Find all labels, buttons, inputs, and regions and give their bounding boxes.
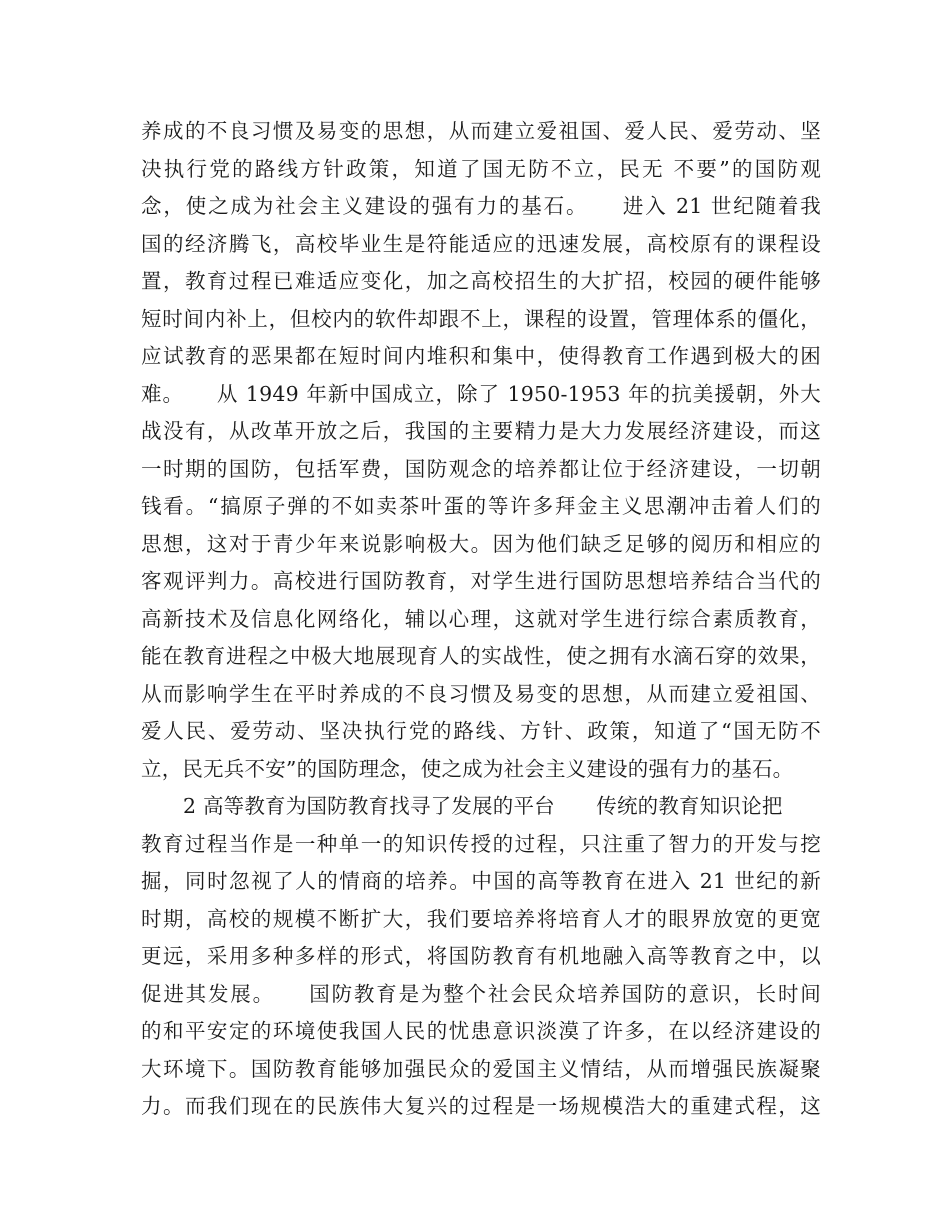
- text-line: 国的经济腾飞，高校毕业生是符能适应的迅速发展，高校原有的课程设: [141, 231, 821, 256]
- text-line: 置，教育过程已难适应变化，加之高校招生的大扩招，校园的硬件能够: [141, 269, 821, 293]
- text-line: 思想，这对于青少年来说影响极大。因为他们缺乏足够的阅历和相应的: [141, 531, 821, 556]
- text-line: 促进其发展。 国防教育是为整个社会民众培养国防的意识，长时间: [141, 981, 821, 1006]
- text-line: 立，民无兵不安”的国防理念，使之成为社会主义建设的强有力的基石。: [141, 756, 794, 781]
- text-line: 念，使之成为社会主义建设的强有力的基石。 进入 21 世纪随着我: [141, 194, 821, 218]
- text-line: 应试教育的恶果都在短时间内堆积和集中，使得教育工作遇到极大的困: [141, 344, 821, 368]
- text-line: 教育过程当作是一种单一的知识传授的过程，只注重了智力的开发与挖: [141, 831, 821, 856]
- text-line: 养成的不良习惯及易变的思想，从而建立爱祖国、爱人民、爱劳动、坚: [141, 119, 821, 143]
- text-line: 的和平安定的环境使我国人民的忧患意识淡漠了许多，在以经济建设的: [141, 1019, 821, 1043]
- text-line: 掘，同时忽视了人的情商的培养。中国的高等教育在进入 21 世纪的新: [141, 869, 821, 893]
- text-line: 力。而我们现在的民族伟大复兴的过程是一场规模浩大的重建式程，这: [141, 1094, 821, 1118]
- text-line: 决执行党的路线方针政策，知道了国无防不立，民无 不要”的国防观: [141, 156, 821, 181]
- text-line: 战没有，从改革开放之后，我国的主要精力是大力发展经济建设，而这: [141, 419, 821, 443]
- body-text: [141, 113, 821, 1126]
- text-line: 更远，采用多种多样的形式，将国防教育有机地融入高等教育之中，以: [141, 944, 821, 968]
- text-line: 一时期的国防，包括军费，国防观念的培养都让位于经济建设，一切朝: [141, 456, 821, 481]
- section-heading-line: 2 高等教育为国防教育找寻了发展的平台 传统的教育知识论把: [183, 794, 783, 818]
- text-line: 短时间内补上，但校内的软件却跟不上，课程的设置，管理体系的僵化，: [141, 306, 821, 331]
- text-line: 从而影响学生在平时养成的不良习惯及易变的思想，从而建立爱祖国、: [141, 681, 821, 706]
- text-line: 大环境下。国防教育能够加强民众的爱国主义情结，从而增强民族凝聚: [141, 1056, 821, 1081]
- text-line: 高新技术及信息化网络化，辅以心理，这就对学生进行综合素质教育，: [141, 606, 821, 631]
- text-line: 难。 从 1949 年新中国成立，除了 1950-1953 年的抗美援朝，外大: [141, 381, 821, 406]
- text-line: 爱人民、爱劳动、坚决执行党的路线、方针、政策，知道了“国无防不: [141, 719, 821, 743]
- text-line: 钱看。“搞原子弹的不如卖茶叶蛋的等许多拜金主义思潮冲击着人们的: [141, 494, 821, 518]
- text-line: 能在教育进程之中极大地展现育人的实战性，使之拥有水滴石穿的效果，: [141, 644, 821, 668]
- text-line: 时期，高校的规模不断扩大，我们要培养将培育人才的眼界放宽的更宽: [141, 906, 821, 931]
- text-line: 客观评判力。高校进行国防教育，对学生进行国防思想培养结合当代的: [141, 569, 821, 593]
